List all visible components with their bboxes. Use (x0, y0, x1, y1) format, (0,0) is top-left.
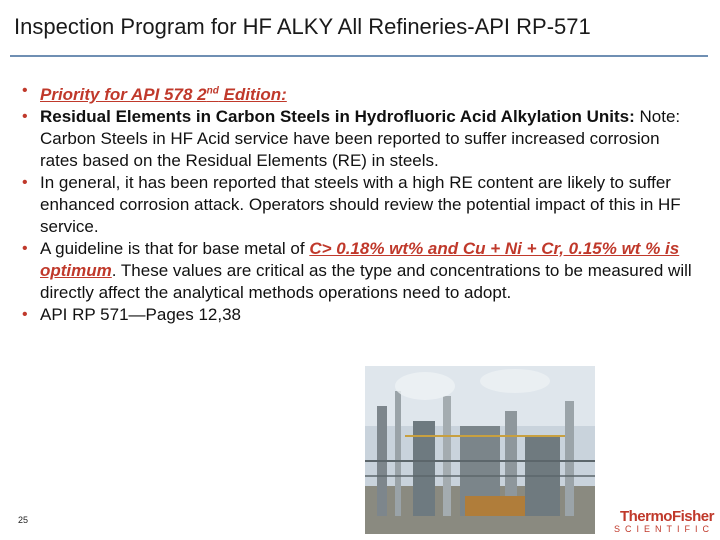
bullet-reference (22, 304, 692, 326)
bullet-priority (22, 80, 692, 106)
guideline-post: . These values are critical as the type and concentrations to be measured will directly affect the analytical methods operations need to adopt. (40, 260, 692, 302)
residual-heading: Residual Elements in Carbon Steels in Hydrofluoric Acid Alkylation Units: (40, 106, 635, 126)
logo-wordmark: ThermoFisher (619, 508, 714, 525)
logo-subtitle: SCIENTIFIC (613, 524, 714, 534)
priority-heading: Priority for API 578 2nd Edition: (40, 84, 287, 104)
bullet-residual-elements (22, 106, 692, 172)
bullet-dot-icon: • (22, 107, 28, 125)
bullet-list (22, 80, 692, 326)
thermo-fisher-logo (602, 508, 714, 538)
slide-title: Inspection Program for HF ALKY All Refineries-API RP-571 (14, 14, 591, 39)
refinery-photo (365, 366, 595, 534)
residual-note: Note: Carbon Steels in HF Acid service have been reported to suffer increased corrosion rates based on the Residual Elements (RE) in steels. (40, 106, 681, 170)
bullet-dot-icon: • (22, 173, 28, 191)
general-text: In general, it has been reported that steels with a high RE content are likely to suffer enhanced corrosion attack. Operators should review the potential impact of this in HF service. (40, 172, 681, 236)
bullet-dot-icon: • (22, 82, 28, 99)
title-divider (10, 55, 708, 57)
bullet-general (22, 172, 692, 238)
guideline-highlight: C> 0.18% wt% and Cu + Ni + Cr, 0.15% wt % is optimum (40, 238, 680, 280)
reference-text: API RP 571—Pages 12,38 (40, 304, 241, 324)
bullet-dot-icon: • (22, 239, 28, 257)
guideline-pre: A guideline is that for base metal of (40, 238, 310, 258)
page-number: 25 (18, 515, 29, 525)
bullet-dot-icon: • (22, 305, 28, 323)
bullet-guideline (22, 238, 692, 304)
